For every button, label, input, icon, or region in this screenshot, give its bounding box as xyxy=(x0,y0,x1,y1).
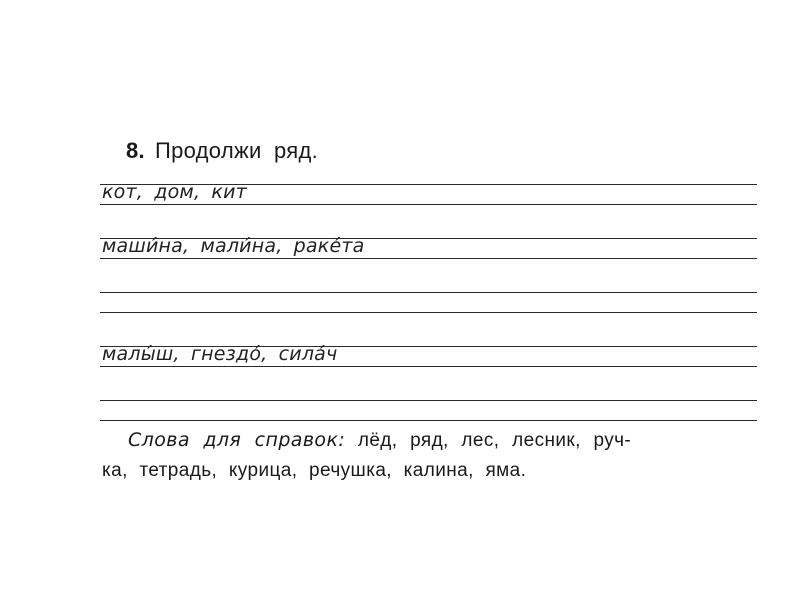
word-row-3: малы́ш, гнездо́, сила́ч xyxy=(102,343,338,365)
word-row-2: маши́на, мали́на, раке́та xyxy=(102,235,365,257)
reference-lead: Слова для справок: xyxy=(128,429,346,451)
exercise-instruction: Продолжи ряд. xyxy=(154,138,319,163)
exercise-heading xyxy=(126,138,318,164)
ruled-line xyxy=(100,400,757,401)
ruled-line xyxy=(100,204,757,205)
exercise-number: 8. xyxy=(126,138,145,163)
ruled-line xyxy=(100,312,757,313)
reference-line-2: ка, тетрадь, курица, речушка, калина, яма. xyxy=(102,460,527,481)
reference-words xyxy=(102,425,754,486)
ruled-line xyxy=(100,258,757,259)
ruled-line xyxy=(100,420,757,421)
ruled-line xyxy=(100,366,757,367)
reference-line-1 xyxy=(102,425,754,456)
word-row-1: кот, дом, кит xyxy=(102,181,247,203)
ruled-line xyxy=(100,292,757,293)
reference-words-1: лёд, ряд, лес, лесник, руч- xyxy=(357,430,632,451)
